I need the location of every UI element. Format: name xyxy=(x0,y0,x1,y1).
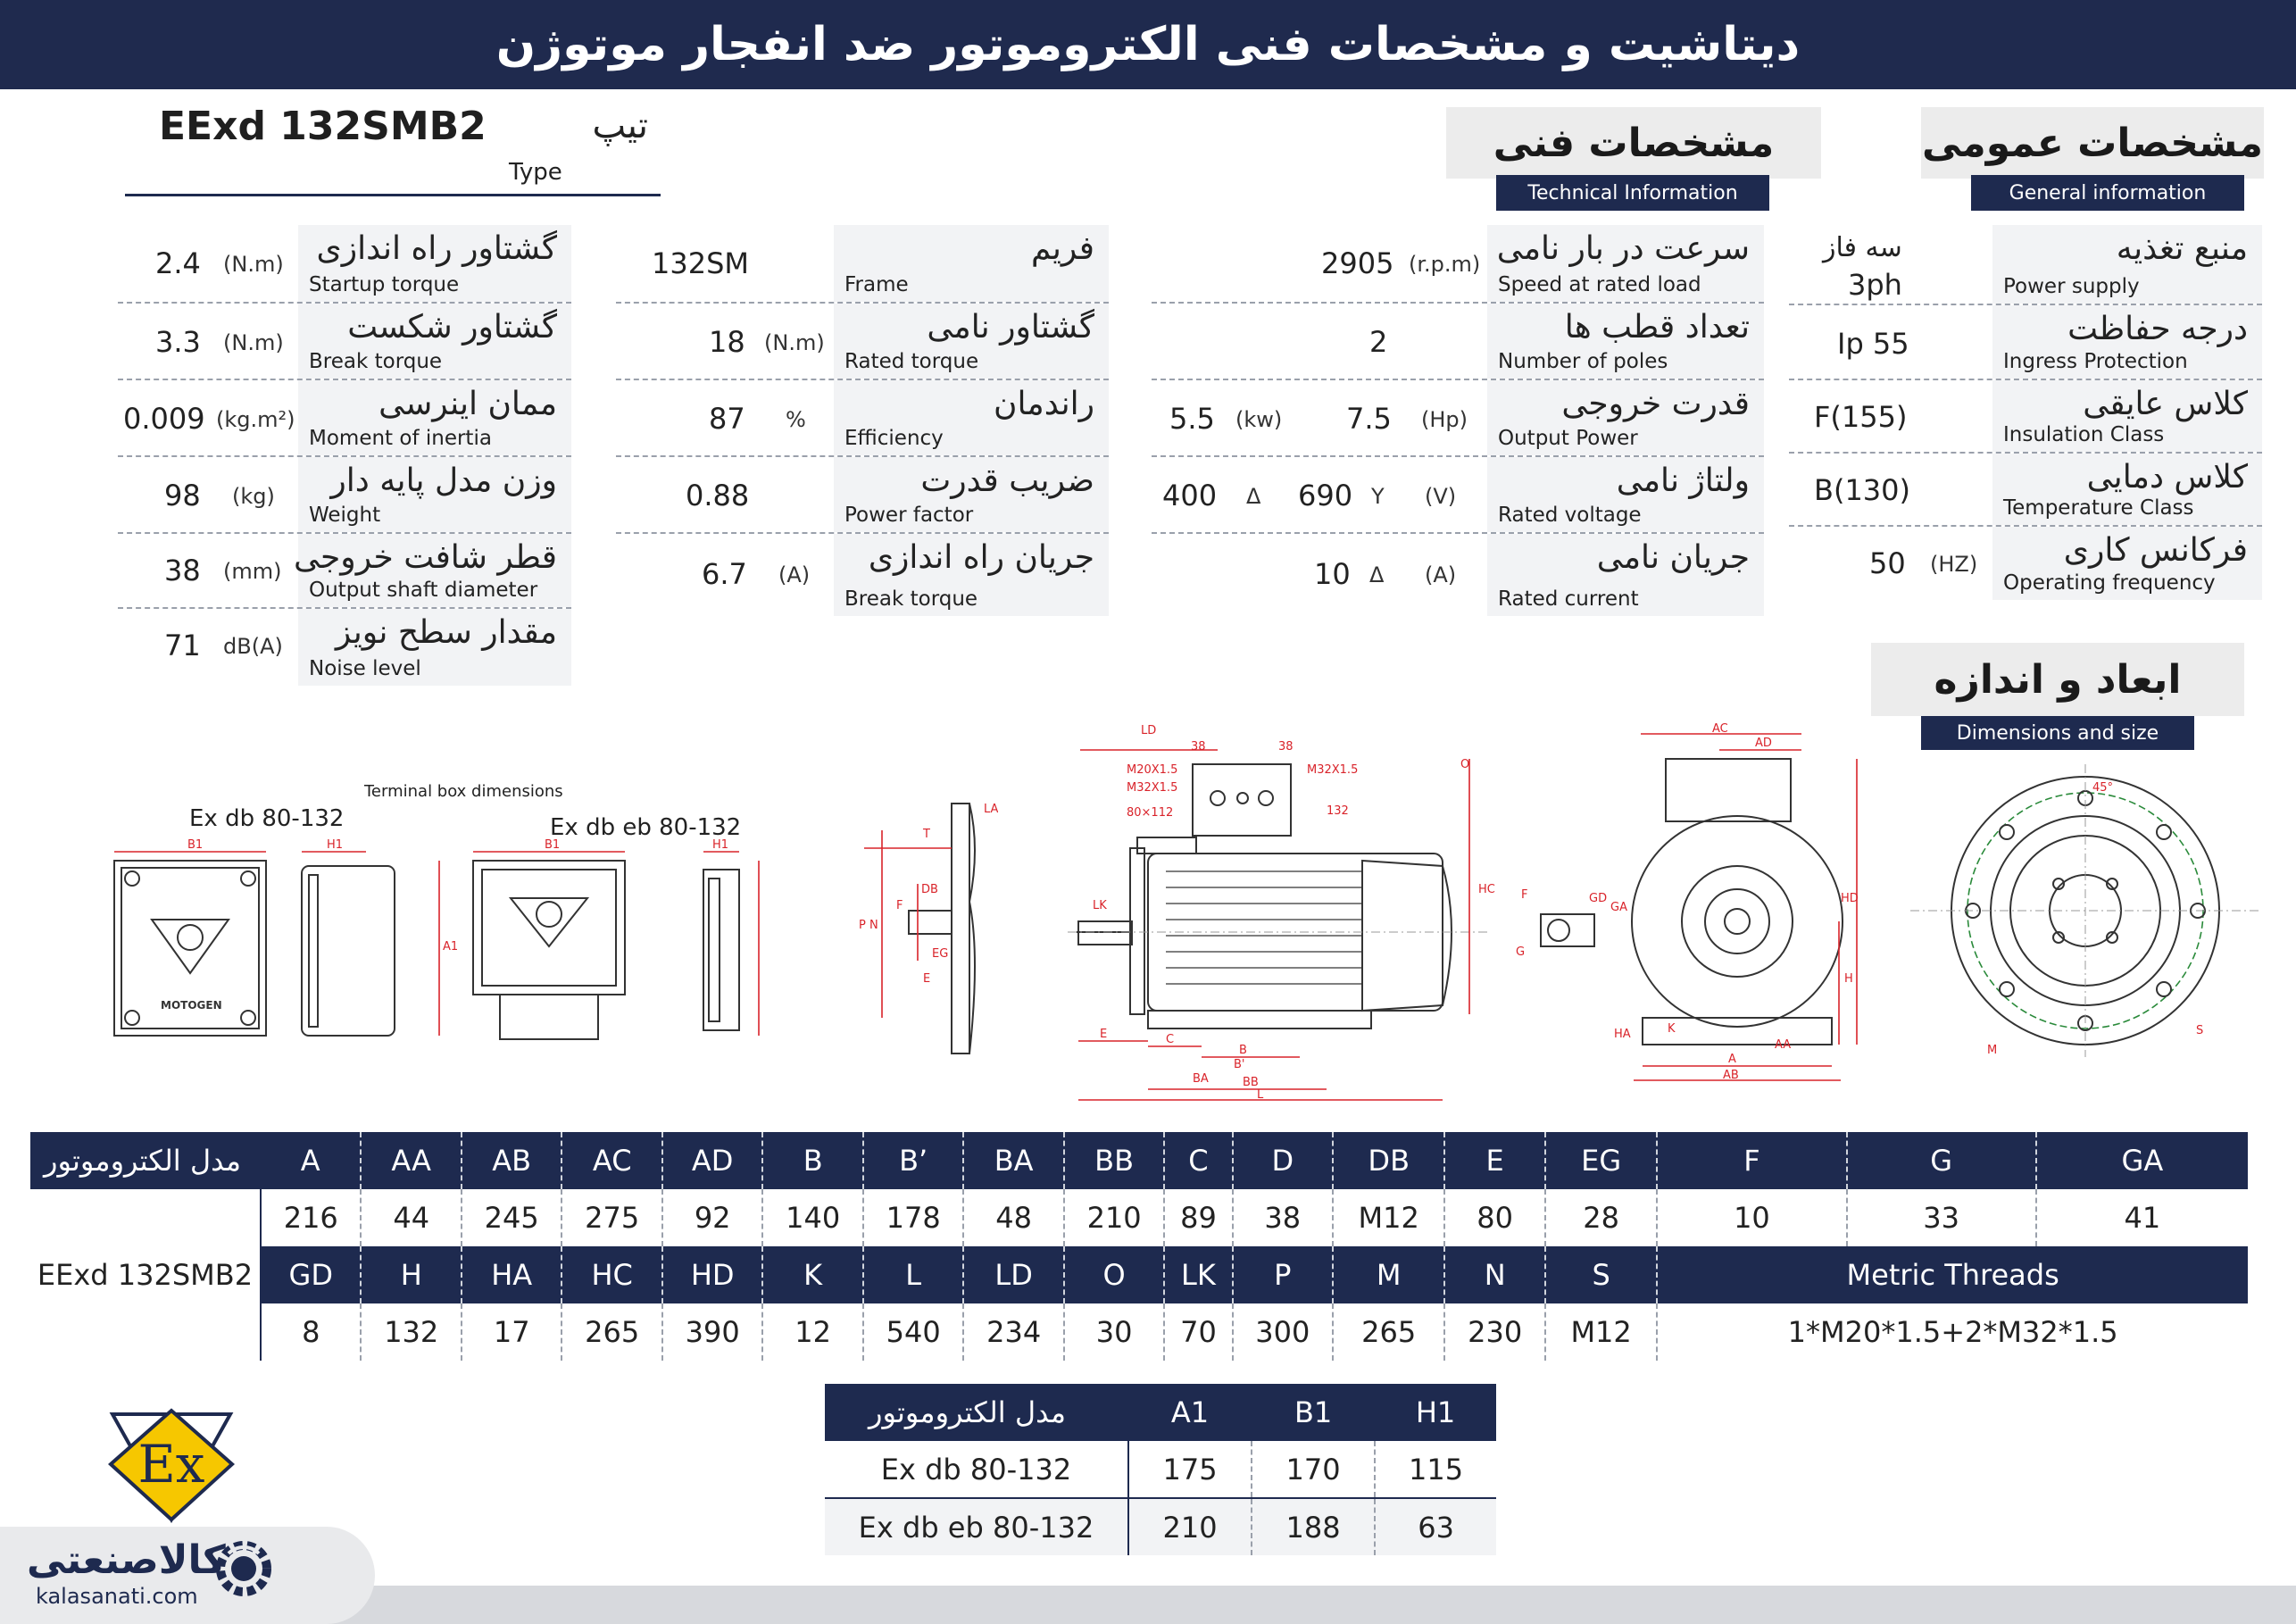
svg-text:AD: AD xyxy=(1755,737,1772,750)
dim-header: L xyxy=(863,1246,963,1303)
label-en: Efficiency xyxy=(844,427,944,450)
logo-url: kalasanati.com xyxy=(36,1584,198,1609)
label-en: Output shaft diameter xyxy=(309,579,538,602)
dimension-table xyxy=(30,1132,2248,1361)
dim-value: 89 xyxy=(1164,1189,1232,1246)
left-row xyxy=(118,380,571,457)
svg-text:G: G xyxy=(1516,945,1526,959)
label-en: Speed at rated load xyxy=(1498,273,1701,296)
flange-face-drawing xyxy=(1901,759,2276,1071)
dim-header: M xyxy=(1333,1246,1444,1303)
svg-text:M32X1.5: M32X1.5 xyxy=(1307,763,1359,777)
dim-value: 10 xyxy=(1657,1189,1846,1246)
value: 132SM xyxy=(652,246,749,280)
motor-side-drawing xyxy=(1068,714,1496,1107)
svg-text:LK: LK xyxy=(1093,899,1107,912)
unit: (kg) xyxy=(232,484,275,509)
dim-value: 275 xyxy=(562,1189,661,1246)
svg-text:L: L xyxy=(1257,1088,1264,1102)
svg-text:45°: 45° xyxy=(2092,781,2114,795)
label-en: Operating frequency xyxy=(2003,571,2216,595)
label-en: Rated torque xyxy=(844,350,979,373)
symbol-star: Y xyxy=(1371,484,1385,509)
dim-header: HD xyxy=(662,1246,762,1303)
unit: (kg.m²) xyxy=(216,407,295,432)
value-hp: 7.5 xyxy=(1346,402,1392,436)
svg-text:B': B' xyxy=(1234,1058,1245,1071)
dim-value: 300 xyxy=(1233,1303,1333,1361)
terminal-box-table xyxy=(825,1384,1496,1555)
gear-icon xyxy=(211,1536,277,1602)
svg-text:H: H xyxy=(1844,972,1853,986)
svg-text:A: A xyxy=(1728,1053,1736,1066)
label-fa: جریان نامی xyxy=(1596,539,1750,576)
dim-value: 38 xyxy=(1233,1189,1333,1246)
general-row xyxy=(1789,527,2262,600)
label-en: Output Power xyxy=(1498,427,1638,450)
svg-text:GD: GD xyxy=(1589,892,1608,905)
terminal-value: 188 xyxy=(1252,1498,1375,1555)
svg-text:F: F xyxy=(896,899,903,912)
value: 2905 xyxy=(1321,246,1394,280)
middle-label-cell xyxy=(834,534,1109,616)
unit: (N.m) xyxy=(223,252,284,277)
label-fa: درجه حفاظت xyxy=(2067,311,2248,347)
value: 98 xyxy=(164,479,201,512)
dim-header: LD xyxy=(963,1246,1063,1303)
dim-value: 33 xyxy=(1847,1189,2036,1246)
label-ld: LD xyxy=(1141,724,1157,737)
terminal-model: Ex db 80-132 xyxy=(825,1441,1128,1498)
label-en: Moment of inertia xyxy=(309,427,492,450)
svg-text:GA: GA xyxy=(1610,901,1627,914)
svg-text:S: S xyxy=(2196,1024,2204,1037)
label-fa: ضریب قدرت xyxy=(920,462,1094,499)
label-fa: کلاس عایقی xyxy=(2083,386,2248,422)
label-fa: گشتاور شکست xyxy=(347,309,557,346)
value: 71 xyxy=(164,629,201,662)
general-title: مشخصات عمومی xyxy=(1921,107,2264,179)
dim-value: 234 xyxy=(963,1303,1063,1361)
label-en: Rated current xyxy=(1498,587,1639,611)
technical-row xyxy=(1152,457,1764,534)
svg-text:M: M xyxy=(1987,1044,1998,1057)
svg-text:K: K xyxy=(1668,1022,1676,1036)
technical-table xyxy=(1152,225,1764,618)
label-fa: قطر شافت خروجی xyxy=(294,539,557,576)
svg-text:38: 38 xyxy=(1191,740,1206,754)
dim-header: AC xyxy=(562,1132,661,1189)
unit-kw: (kw) xyxy=(1235,407,1283,432)
general-label-cell xyxy=(1992,527,2262,600)
svg-text:HA: HA xyxy=(1614,1028,1631,1041)
svg-text:DB: DB xyxy=(921,883,938,896)
unit: (HZ) xyxy=(1930,552,1978,577)
dim-header: S xyxy=(1545,1246,1657,1303)
general-label-cell xyxy=(1992,380,2262,452)
unit-hp: (Hp) xyxy=(1421,407,1468,432)
middle-row xyxy=(616,534,1109,618)
label-fa: ممان اینرسی xyxy=(379,386,557,422)
terminal-box-label-a: Ex db 80-132 xyxy=(189,805,345,832)
symbol-delta: Δ xyxy=(1369,562,1385,587)
dim-value: 48 xyxy=(963,1189,1063,1246)
terminal-value: 115 xyxy=(1409,1452,1464,1487)
value-star: 690 xyxy=(1298,479,1353,512)
page-banner: دیتاشیت و مشخصات فنی الکتروموتور ضد انفجار موتوژن xyxy=(0,0,2296,89)
svg-text:BB: BB xyxy=(1243,1076,1259,1089)
left-row xyxy=(118,457,571,534)
dim-value: 92 xyxy=(662,1189,762,1246)
left-label-cell xyxy=(298,225,571,302)
dim-header: F xyxy=(1657,1132,1846,1189)
dim-value: 28 xyxy=(1545,1189,1657,1246)
svg-text:E: E xyxy=(923,972,931,986)
label-en: Break torque xyxy=(844,587,978,611)
dim-header: P xyxy=(1233,1246,1333,1303)
label-en: Power supply xyxy=(2003,275,2140,298)
label-fa: کلاس دمایی xyxy=(2086,459,2248,496)
unit: dB(A) xyxy=(223,634,283,659)
dim-value-row-1 xyxy=(30,1189,2248,1246)
label-fa: راندمان xyxy=(994,386,1094,422)
dim-value: M12 xyxy=(1333,1189,1444,1246)
technical-row xyxy=(1152,380,1764,457)
value: 2.4 xyxy=(155,246,201,280)
dim-value: 178 xyxy=(863,1189,963,1246)
type-model: EExd 132SMB2 xyxy=(159,104,487,149)
value-delta: 400 xyxy=(1162,479,1218,512)
middle-table xyxy=(616,225,1109,618)
label-en: Frame xyxy=(844,273,909,296)
label-en: Weight xyxy=(309,504,381,527)
label-fa: ولتاژ نامی xyxy=(1616,462,1750,499)
label-en: Startup torque xyxy=(309,273,460,296)
terminal-header: B1 xyxy=(1252,1384,1375,1441)
dim-header: C xyxy=(1164,1132,1232,1189)
svg-text:AB: AB xyxy=(1723,1069,1739,1082)
dim-header: DB xyxy=(1333,1132,1444,1189)
dim-value: 216 xyxy=(261,1189,361,1246)
dim-header: GA xyxy=(2036,1132,2248,1189)
label-en: Insulation Class xyxy=(2003,423,2165,446)
value: F(155) xyxy=(1814,400,1908,434)
svg-text:AC: AC xyxy=(1712,723,1728,736)
general-label-cell xyxy=(1992,305,2262,379)
svg-text:M20X1.5: M20X1.5 xyxy=(1127,763,1178,777)
value: Ip 55 xyxy=(1837,327,1909,361)
left-label-cell xyxy=(298,380,571,455)
left-label-cell xyxy=(298,609,571,686)
dim-value: M12 xyxy=(1545,1303,1657,1361)
label-en: Break torque xyxy=(309,350,443,373)
value: B(130) xyxy=(1814,473,1910,507)
left-label-cell xyxy=(298,304,571,379)
dim-header: HC xyxy=(562,1246,661,1303)
terminal-value: 210 xyxy=(1128,1498,1252,1555)
terminal-value: 175 xyxy=(1128,1441,1252,1498)
dim-header: AA xyxy=(361,1132,461,1189)
value: 10 xyxy=(1314,557,1351,591)
technical-row xyxy=(1152,304,1764,380)
middle-row xyxy=(616,457,1109,534)
svg-text:O: O xyxy=(1460,758,1470,771)
terminal-header-row xyxy=(825,1384,1496,1441)
dim-header: H xyxy=(361,1246,461,1303)
dim-header: E xyxy=(1444,1132,1544,1189)
unit: (A) xyxy=(1425,562,1457,587)
dim-header: HA xyxy=(462,1246,562,1303)
dim-value: 390 xyxy=(662,1303,762,1361)
dimensions-subtitle: Dimensions and size xyxy=(1921,716,2194,750)
dim-value: 210 xyxy=(1064,1189,1164,1246)
dim-header: B’ xyxy=(863,1132,963,1189)
dim-b1: B1 xyxy=(187,839,204,852)
dim-header-row-2 xyxy=(30,1246,2248,1303)
label-fa: گشتاور راه اندازی xyxy=(316,230,557,267)
unit: (N.m) xyxy=(764,330,825,355)
label-fa: تعداد قطب ها xyxy=(1564,309,1750,346)
dim-header: AB xyxy=(462,1132,562,1189)
label-fa: منبع تغذیه xyxy=(2116,230,2248,267)
label-fa: سرعت در بار نامی xyxy=(1496,230,1750,267)
label-fa: قدرت خروجی xyxy=(1561,386,1750,422)
dim-header: GD xyxy=(261,1246,361,1303)
technical-label-cell xyxy=(1487,457,1764,532)
technical-label-cell xyxy=(1487,534,1764,616)
svg-text:M32X1.5: M32X1.5 xyxy=(1127,781,1178,795)
label-en: Number of poles xyxy=(1498,350,1668,373)
value: 0.88 xyxy=(686,479,750,512)
dim-header: D xyxy=(1233,1132,1333,1189)
dim-header: N xyxy=(1444,1246,1544,1303)
terminal-header: H1 xyxy=(1375,1384,1496,1441)
terminal-box-drawing xyxy=(107,839,768,1054)
dim-header: LK xyxy=(1164,1246,1232,1303)
dim-value: 245 xyxy=(462,1189,562,1246)
brand-text: MOTOGEN xyxy=(161,999,222,1012)
general-row xyxy=(1789,305,2262,380)
dim-header: Metric Threads xyxy=(1657,1246,2248,1303)
middle-label-cell xyxy=(834,304,1109,379)
svg-text:H1: H1 xyxy=(712,839,729,852)
unit: (r.p.m) xyxy=(1409,252,1481,277)
left-label-cell xyxy=(294,534,571,607)
label-en: Rated voltage xyxy=(1498,504,1642,527)
unit: (N.m) xyxy=(223,330,284,355)
terminal-row xyxy=(825,1498,1496,1555)
middle-label-cell xyxy=(834,225,1109,302)
dim-value: 41 xyxy=(2124,1201,2161,1235)
dimensions-title: ابعاد و اندازه xyxy=(1871,643,2244,716)
left-label-cell xyxy=(298,457,571,532)
general-row xyxy=(1789,454,2262,527)
dim-header: B xyxy=(762,1132,862,1189)
ex-mark-text: Ex xyxy=(137,1434,205,1495)
general-table xyxy=(1789,225,2262,600)
label-fa: فریم xyxy=(1030,230,1094,267)
unit: (V) xyxy=(1425,484,1457,509)
terminal-row xyxy=(825,1441,1496,1498)
technical-row xyxy=(1152,225,1764,304)
dim-value: 8 xyxy=(261,1303,361,1361)
middle-row xyxy=(616,225,1109,304)
svg-text:E: E xyxy=(1100,1028,1108,1041)
general-label-cell xyxy=(1992,225,2262,304)
general-subtitle: General information xyxy=(1971,175,2244,211)
dim-value: 132 xyxy=(361,1303,461,1361)
unit: (A) xyxy=(778,562,811,587)
svg-text:HD: HD xyxy=(1841,892,1859,905)
value: 0.009 xyxy=(123,402,205,436)
value: 3ph xyxy=(1848,268,1902,302)
dim-value: 12 xyxy=(762,1303,862,1361)
svg-text:EG: EG xyxy=(932,947,949,961)
dim-value: 70 xyxy=(1164,1303,1232,1361)
left-row xyxy=(118,609,571,686)
technical-label-cell xyxy=(1487,304,1764,379)
svg-text:LA: LA xyxy=(984,803,998,816)
dim-value: 80 xyxy=(1444,1189,1544,1246)
svg-text:80×112: 80×112 xyxy=(1127,806,1174,820)
technical-row xyxy=(1152,534,1764,618)
middle-row xyxy=(616,380,1109,457)
left-row xyxy=(118,534,571,609)
label-fa: گشتاور نامی xyxy=(927,309,1094,346)
left-table xyxy=(118,225,571,686)
value: 2 xyxy=(1369,325,1388,359)
svg-text:B: B xyxy=(1239,1044,1247,1057)
symbol-delta: Δ xyxy=(1246,484,1261,509)
technical-label-cell xyxy=(1487,225,1764,302)
terminal-value: 170 xyxy=(1252,1441,1375,1498)
dim-header: O xyxy=(1064,1246,1164,1303)
model-header: مدل الکتروموتور xyxy=(30,1132,261,1189)
dim-value: 540 xyxy=(863,1303,963,1361)
middle-row xyxy=(616,304,1109,380)
value: 3.3 xyxy=(155,325,201,359)
dim-header: BA xyxy=(963,1132,1063,1189)
type-block xyxy=(125,100,661,196)
svg-text:P: P xyxy=(859,919,866,932)
svg-text:F: F xyxy=(1521,888,1528,902)
terminal-model: Ex db eb 80-132 xyxy=(825,1498,1128,1555)
middle-label-cell xyxy=(834,457,1109,532)
svg-text:AA: AA xyxy=(1775,1038,1792,1052)
general-label-cell xyxy=(1992,454,2262,525)
type-label-fa: تیپ xyxy=(592,105,648,146)
value: 50 xyxy=(1869,546,1906,580)
label-en: Ingress Protection xyxy=(2003,350,2188,373)
terminal-box-caption: Terminal box dimensions xyxy=(364,782,563,801)
value-kw: 5.5 xyxy=(1169,402,1215,436)
logo-name: کالاصنعتی xyxy=(27,1537,226,1583)
middle-label-cell xyxy=(834,380,1109,455)
svg-text:C: C xyxy=(1166,1033,1175,1046)
dim-header: A xyxy=(261,1132,361,1189)
label-fa: مقدار سطح نویز xyxy=(335,614,557,651)
technical-subtitle: Technical Information xyxy=(1496,175,1769,211)
value: 38 xyxy=(164,554,201,587)
terminal-value: 63 xyxy=(1375,1498,1496,1555)
dim-value: 230 xyxy=(1444,1303,1544,1361)
terminal-header: A1 xyxy=(1128,1384,1252,1441)
value: 87 xyxy=(709,402,745,436)
unit: (mm) xyxy=(223,559,282,584)
svg-text:T: T xyxy=(923,828,930,841)
terminal-box-label-b: Ex db eb 80-132 xyxy=(550,814,742,841)
svg-text:BA: BA xyxy=(1193,1072,1209,1086)
model-name: EExd 132SMB2 xyxy=(30,1189,261,1361)
svg-text:38: 38 xyxy=(1278,740,1294,754)
dim-header: G xyxy=(1847,1132,2036,1189)
general-row xyxy=(1789,225,2262,305)
value: 6.7 xyxy=(702,557,747,591)
dim-value: 265 xyxy=(1333,1303,1444,1361)
svg-text:132: 132 xyxy=(1327,804,1349,818)
dim-value: 140 xyxy=(762,1189,862,1246)
dim-value: 265 xyxy=(562,1303,661,1361)
svg-text:B1: B1 xyxy=(545,839,561,852)
technical-title: مشخصات فنی xyxy=(1446,107,1821,179)
dim-header: EG xyxy=(1545,1132,1657,1189)
motor-front-drawing xyxy=(1509,723,1866,1089)
dim-header: BB xyxy=(1064,1132,1164,1189)
label-fa: جریان راه اندازی xyxy=(868,539,1094,576)
dim-value: 17 xyxy=(462,1303,562,1361)
dim-value: 30 xyxy=(1064,1303,1164,1361)
label-en: Temperature Class xyxy=(2003,496,2194,520)
dim-a1: A1 xyxy=(443,940,459,954)
svg-text:N: N xyxy=(869,919,878,932)
left-row xyxy=(118,304,571,380)
label-en: Noise level xyxy=(309,657,421,680)
dim-value: 1*M20*1.5+2*M32*1.5 xyxy=(1787,1315,2118,1349)
dim-h1: H1 xyxy=(327,839,344,852)
svg-text:HC: HC xyxy=(1478,883,1495,896)
dim-header: AD xyxy=(662,1132,762,1189)
unit: % xyxy=(786,407,806,432)
left-row xyxy=(118,225,571,304)
ex-mark-icon xyxy=(107,1407,236,1523)
label-fa: فرکانس کاری xyxy=(2063,532,2248,569)
dim-value: 44 xyxy=(361,1189,461,1246)
value-fa: سه فاز xyxy=(1823,232,1902,263)
value: 18 xyxy=(709,325,745,359)
general-row xyxy=(1789,380,2262,454)
dim-value-row-2 xyxy=(30,1303,2248,1361)
technical-label-cell xyxy=(1487,380,1764,455)
dim-header: K xyxy=(762,1246,862,1303)
flange-detail-drawing xyxy=(846,795,998,1062)
label-fa: وزن مدل پایه دار xyxy=(330,462,557,499)
terminal-header: مدل الکتروموتور xyxy=(825,1384,1128,1441)
label-en: Power factor xyxy=(844,504,974,527)
type-label-en: Type xyxy=(509,159,562,186)
dim-header-row-1 xyxy=(30,1132,2248,1189)
